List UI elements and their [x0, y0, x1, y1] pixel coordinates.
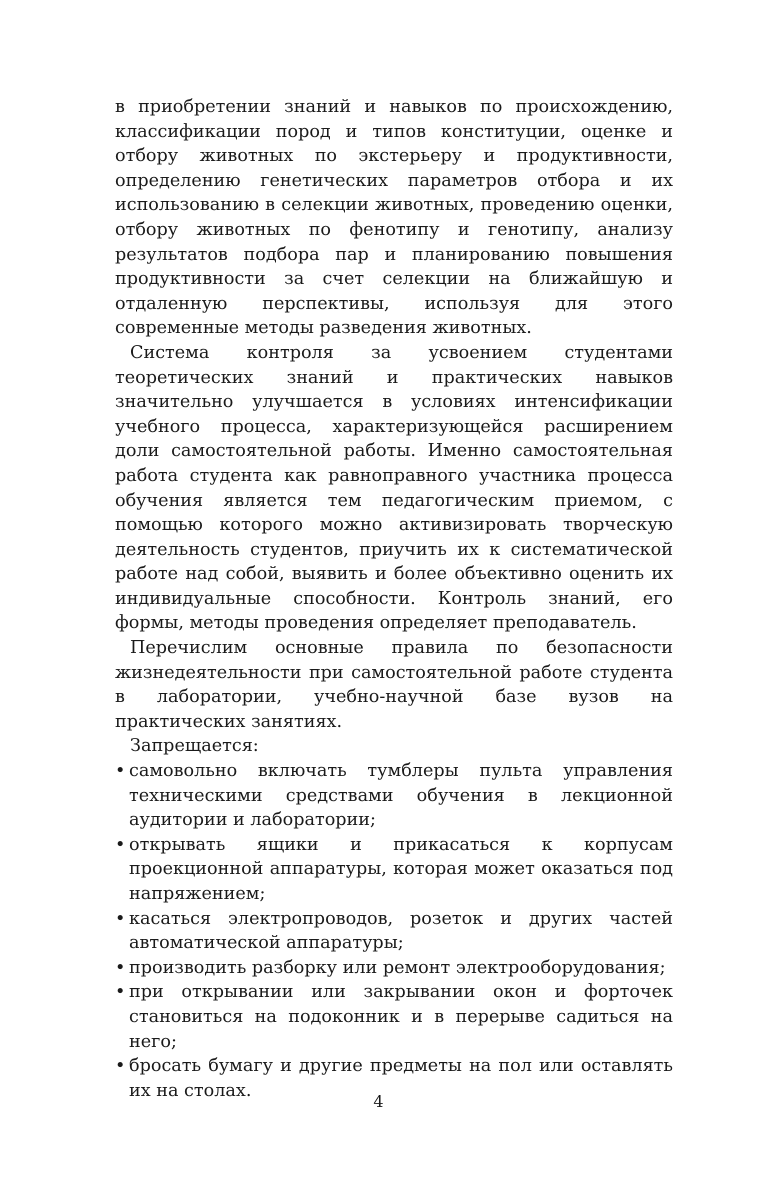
bullet-icon: • [115, 1056, 126, 1077]
prohibitions-list [115, 759, 673, 1103]
list-item-text: при открывании или закрывании окон и форточек становиться на подоконник и в перерыве садиться на него; [129, 982, 673, 1052]
bullet-icon: • [115, 957, 126, 978]
list-item [115, 956, 673, 981]
page-body [115, 95, 673, 1103]
page-number: 4 [373, 1092, 384, 1111]
list-lead: Запрещается: [130, 736, 259, 757]
list-item [115, 833, 673, 907]
list-item-text: производить разборку или ремонт электрооборудования; [129, 957, 666, 978]
bullet-icon: • [115, 834, 126, 855]
list-item [115, 759, 673, 833]
paragraph-2: Система контроля за усвоением студентами теоретических знаний и практических навыков значительно улучшается в условиях интенсификации учебного процесса, характеризующейся расширением доли самостоятельной работы. Именно самостоятельная работа студента как равноправного участника процесса обучения является тем педагогическим приемом, с помощью которого можно активизировать творческую деятельность студентов, приучить их к систематической работе над собой, выявить и более объективно оценить их индивидуальные способности. Контроль знаний, его формы, методы проведения определяет преподаватель. [115, 342, 673, 634]
list-item-text: бросать бумагу и другие предметы на пол или оставлять их на столах. [129, 1056, 673, 1101]
list-item-text: открывать ящики и прикасаться к корпусам проекционной аппаратуры, которая может оказаться под напряжением; [129, 834, 673, 904]
bullet-icon: • [115, 908, 126, 929]
list-item-text: касаться электропроводов, розеток и других частей автоматической аппаратуры; [129, 908, 673, 954]
list-item [115, 980, 673, 1054]
list-item-text: самовольно включать тумблеры пульта управления техническими средствами обучения в лекционной аудитории и лаборатории; [129, 761, 673, 831]
bullet-icon: • [115, 982, 126, 1003]
list-item [115, 907, 673, 956]
paragraph-1: в приобретении знаний и навыков по происхождению, классификации пород и типов конституции, оценке и отбору животных по экстерьеру и продуктивности, определению генетических параметров отбора и их использованию в селекции животных, проведению оценки, отбору животных по фенотипу и генотипу, анализу результатов подбора пар и планированию повышения продуктивности за счет селекции на ближайшую и отдаленную перспективы, используя для этого современные методы разведения животных. [115, 97, 673, 339]
bullet-icon: • [115, 761, 126, 782]
paragraph-3: Перечислим основные правила по безопасности жизнедеятельности при самостоятельной работе студента в лаборатории, учебно-научной базе вузов на практических занятиях. [115, 638, 673, 732]
